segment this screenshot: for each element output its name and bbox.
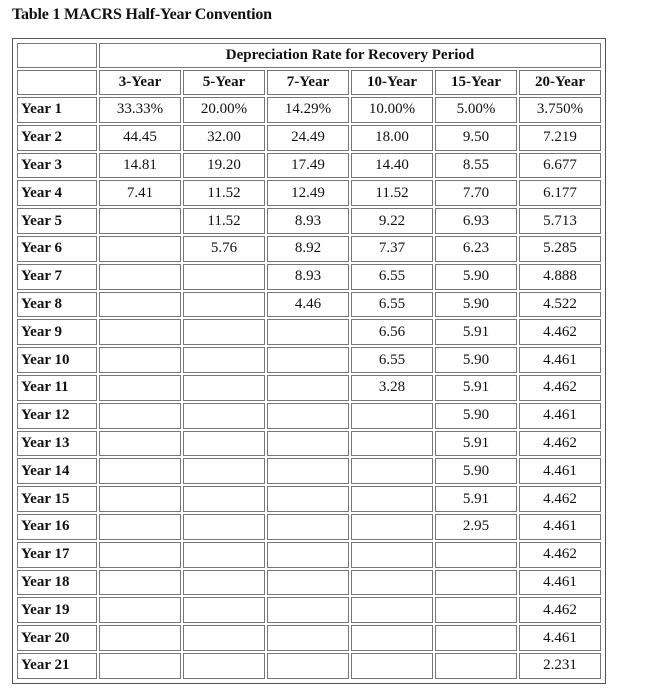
macrs-table xyxy=(15,41,603,681)
table-cell xyxy=(435,542,517,568)
table-cell: 20.00% xyxy=(183,97,265,123)
table-caption: Table 1 MACRS Half-Year Convention xyxy=(12,6,272,23)
table-cell: 14.81 xyxy=(99,153,181,179)
table-cell: 14.29% xyxy=(267,97,349,123)
table-cell: 5.90 xyxy=(435,292,517,318)
row-label: Year 10 xyxy=(17,347,97,373)
table-cell xyxy=(99,597,181,623)
row-label-header xyxy=(17,70,97,95)
table-cell: 5.90 xyxy=(435,347,517,373)
table-cell: 3.28 xyxy=(351,375,433,401)
table-cell: 4.462 xyxy=(519,486,601,512)
table-cell xyxy=(99,514,181,540)
table-cell: 5.00% xyxy=(435,97,517,123)
table-cell xyxy=(99,236,181,262)
table-row xyxy=(17,597,601,623)
table-cell: 4.461 xyxy=(519,625,601,651)
table-cell xyxy=(183,542,265,568)
table-row xyxy=(17,180,601,206)
table-cell xyxy=(351,514,433,540)
table-row xyxy=(17,208,601,234)
table-cell: 6.55 xyxy=(351,347,433,373)
table-cell: 18.00 xyxy=(351,125,433,151)
table-cell xyxy=(183,458,265,484)
table-cell: 8.55 xyxy=(435,153,517,179)
table-cell: 5.90 xyxy=(435,458,517,484)
table-cell: 3.750% xyxy=(519,97,601,123)
table-row xyxy=(17,458,601,484)
table-cell: 5.285 xyxy=(519,236,601,262)
table-cell xyxy=(183,403,265,429)
table-cell xyxy=(267,570,349,596)
table-cell xyxy=(99,375,181,401)
group-header-row xyxy=(17,43,601,68)
table-cell: 5.90 xyxy=(435,403,517,429)
table-cell xyxy=(267,431,349,457)
table-cell xyxy=(183,431,265,457)
table-cell: 9.50 xyxy=(435,125,517,151)
table-cell xyxy=(351,625,433,651)
column-header: 5-Year xyxy=(183,70,265,95)
table-cell: 5.91 xyxy=(435,319,517,345)
column-header: 15-Year xyxy=(435,70,517,95)
row-label: Year 4 xyxy=(17,180,97,206)
table-cell: 6.177 xyxy=(519,180,601,206)
row-label: Year 12 xyxy=(17,403,97,429)
table-row xyxy=(17,292,601,318)
table-cell: 33.33% xyxy=(99,97,181,123)
table-cell: 6.23 xyxy=(435,236,517,262)
row-label: Year 3 xyxy=(17,153,97,179)
row-label: Year 21 xyxy=(17,653,97,679)
table-row xyxy=(17,514,601,540)
table-cell: 44.45 xyxy=(99,125,181,151)
table-cell xyxy=(183,514,265,540)
table-cell xyxy=(351,542,433,568)
table-row xyxy=(17,403,601,429)
table-cell: 4.461 xyxy=(519,403,601,429)
table-cell: 9.22 xyxy=(351,208,433,234)
table-cell xyxy=(351,458,433,484)
table-cell: 5.91 xyxy=(435,486,517,512)
table-cell xyxy=(267,625,349,651)
table-cell xyxy=(99,347,181,373)
table-cell: 7.70 xyxy=(435,180,517,206)
table-cell: 4.461 xyxy=(519,347,601,373)
table-cell: 11.52 xyxy=(351,180,433,206)
table-row xyxy=(17,264,601,290)
row-label: Year 1 xyxy=(17,97,97,123)
row-label: Year 8 xyxy=(17,292,97,318)
table-cell xyxy=(99,542,181,568)
table-row xyxy=(17,319,601,345)
table-cell xyxy=(183,625,265,651)
table-cell xyxy=(99,570,181,596)
table-cell xyxy=(183,653,265,679)
table-row xyxy=(17,97,601,123)
table-row xyxy=(17,236,601,262)
row-label: Year 15 xyxy=(17,486,97,512)
table-cell xyxy=(99,208,181,234)
row-label: Year 20 xyxy=(17,625,97,651)
table-cell xyxy=(435,653,517,679)
table-cell xyxy=(99,458,181,484)
table-row xyxy=(17,486,601,512)
table-cell: 4.888 xyxy=(519,264,601,290)
table-row xyxy=(17,570,601,596)
table-cell: 19.20 xyxy=(183,153,265,179)
row-label: Year 2 xyxy=(17,125,97,151)
table-cell: 4.461 xyxy=(519,570,601,596)
table-cell: 5.91 xyxy=(435,431,517,457)
table-cell: 6.55 xyxy=(351,292,433,318)
column-header-row xyxy=(17,70,601,95)
table-cell xyxy=(99,653,181,679)
table-cell: 2.95 xyxy=(435,514,517,540)
table-cell xyxy=(267,347,349,373)
table-cell xyxy=(351,403,433,429)
table-cell: 8.93 xyxy=(267,264,349,290)
table-cell: 6.677 xyxy=(519,153,601,179)
table-cell: 4.462 xyxy=(519,597,601,623)
table-cell xyxy=(99,403,181,429)
table-cell: 11.52 xyxy=(183,180,265,206)
row-label: Year 17 xyxy=(17,542,97,568)
row-label: Year 6 xyxy=(17,236,97,262)
table-cell: 5.90 xyxy=(435,264,517,290)
table-cell xyxy=(183,347,265,373)
table-cell xyxy=(99,319,181,345)
table-cell: 17.49 xyxy=(267,153,349,179)
table-cell xyxy=(267,542,349,568)
table-cell: 8.93 xyxy=(267,208,349,234)
table-cell: 6.55 xyxy=(351,264,433,290)
table-cell xyxy=(183,264,265,290)
macrs-table-container xyxy=(12,38,606,684)
table-cell xyxy=(183,570,265,596)
table-cell xyxy=(99,431,181,457)
table-cell: 4.462 xyxy=(519,375,601,401)
table-cell: 5.76 xyxy=(183,236,265,262)
table-cell: 4.46 xyxy=(267,292,349,318)
table-row xyxy=(17,153,601,179)
table-cell: 11.52 xyxy=(183,208,265,234)
table-cell xyxy=(435,570,517,596)
corner-cell xyxy=(17,43,97,68)
table-cell xyxy=(183,319,265,345)
table-row xyxy=(17,542,601,568)
table-row xyxy=(17,431,601,457)
table-cell: 4.462 xyxy=(519,319,601,345)
table-cell xyxy=(183,486,265,512)
table-cell xyxy=(351,653,433,679)
table-cell xyxy=(183,375,265,401)
table-cell: 2.231 xyxy=(519,653,601,679)
table-body xyxy=(17,97,601,679)
table-cell xyxy=(267,486,349,512)
table-row xyxy=(17,653,601,679)
table-cell xyxy=(351,486,433,512)
table-cell: 4.461 xyxy=(519,458,601,484)
row-label: Year 11 xyxy=(17,375,97,401)
table-cell xyxy=(99,486,181,512)
column-header: 20-Year xyxy=(519,70,601,95)
table-cell xyxy=(267,514,349,540)
table-cell: 12.49 xyxy=(267,180,349,206)
row-label: Year 13 xyxy=(17,431,97,457)
table-cell: 8.92 xyxy=(267,236,349,262)
table-cell xyxy=(435,625,517,651)
table-cell xyxy=(267,319,349,345)
table-cell xyxy=(351,570,433,596)
group-header: Depreciation Rate for Recovery Period xyxy=(99,43,601,68)
table-cell xyxy=(267,375,349,401)
row-label: Year 14 xyxy=(17,458,97,484)
table-row xyxy=(17,125,601,151)
table-row xyxy=(17,625,601,651)
table-cell xyxy=(99,264,181,290)
table-cell: 7.219 xyxy=(519,125,601,151)
table-cell: 10.00% xyxy=(351,97,433,123)
table-cell: 4.522 xyxy=(519,292,601,318)
row-label: Year 5 xyxy=(17,208,97,234)
table-cell: 7.41 xyxy=(99,180,181,206)
table-cell xyxy=(99,625,181,651)
table-cell: 14.40 xyxy=(351,153,433,179)
table-cell xyxy=(183,597,265,623)
column-header: 10-Year xyxy=(351,70,433,95)
table-cell: 5.713 xyxy=(519,208,601,234)
column-header: 7-Year xyxy=(267,70,349,95)
row-label: Year 16 xyxy=(17,514,97,540)
table-cell xyxy=(435,597,517,623)
row-label: Year 18 xyxy=(17,570,97,596)
table-cell: 6.93 xyxy=(435,208,517,234)
table-cell xyxy=(99,292,181,318)
table-cell xyxy=(267,597,349,623)
table-row xyxy=(17,347,601,373)
table-cell xyxy=(267,653,349,679)
row-label: Year 9 xyxy=(17,319,97,345)
row-label: Year 7 xyxy=(17,264,97,290)
table-cell xyxy=(183,292,265,318)
table-cell: 5.91 xyxy=(435,375,517,401)
table-cell xyxy=(351,597,433,623)
table-cell: 24.49 xyxy=(267,125,349,151)
table-cell xyxy=(267,458,349,484)
table-cell xyxy=(267,403,349,429)
table-cell: 4.462 xyxy=(519,542,601,568)
table-cell: 7.37 xyxy=(351,236,433,262)
table-cell: 4.462 xyxy=(519,431,601,457)
table-cell: 6.56 xyxy=(351,319,433,345)
table-cell: 32.00 xyxy=(183,125,265,151)
row-label: Year 19 xyxy=(17,597,97,623)
table-cell: 4.461 xyxy=(519,514,601,540)
table-cell xyxy=(351,431,433,457)
column-header: 3-Year xyxy=(99,70,181,95)
table-row xyxy=(17,375,601,401)
